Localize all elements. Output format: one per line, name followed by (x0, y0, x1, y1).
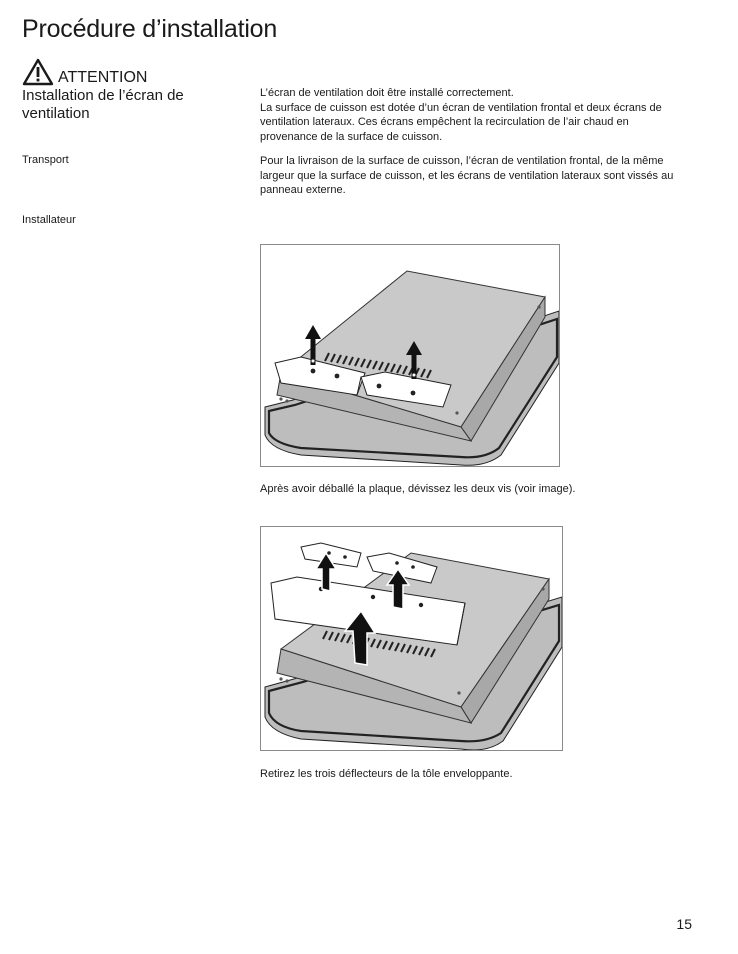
warning-heading-line2: ventilation (22, 105, 90, 122)
transport-label: Transport (22, 154, 69, 166)
installer-label: Installateur (22, 214, 76, 226)
intro-line: La surface de cuisson est dotée d’un écran de ventilation frontal et deux écrans de (260, 101, 662, 114)
figure1-caption: Après avoir déballé la plaque, dévissez les deux vis (voir image). (260, 483, 576, 495)
figure-unscrew-screws (260, 244, 560, 467)
cooktop-illustration (261, 527, 562, 750)
intro-paragraph (260, 86, 700, 144)
warning-block (22, 58, 247, 122)
page-title: Procédure d’installation (22, 15, 278, 43)
cooktop-illustration (261, 245, 559, 466)
warning-triangle-icon (22, 58, 54, 86)
intro-line: provenance de la surface de cuisson. (260, 130, 443, 143)
transport-line: panneau externe. (260, 184, 346, 196)
transport-paragraph (260, 154, 700, 198)
warning-heading-line1: Installation de l’écran de (22, 87, 184, 104)
intro-line: ventilation lateraux. Ces écrans empêchent la recirculation de l’air chaud en (260, 116, 629, 128)
intro-line: L’écran de ventilation doit être installé correctement. (260, 87, 514, 99)
page-number: 15 (676, 916, 692, 932)
transport-line: Pour la livraison de la surface de cuisson, l’écran de ventilation frontal, de la même (260, 155, 664, 167)
warning-label: ATTENTION (58, 69, 148, 86)
warning-row (22, 58, 247, 86)
figure2-caption: Retirez les trois déflecteurs de la tôle enveloppante. (260, 768, 513, 780)
figure-remove-deflectors (260, 526, 563, 751)
transport-line: largeur que la surface de cuisson, et les écrans de ventilation lateraux sont vissés au (260, 169, 674, 182)
